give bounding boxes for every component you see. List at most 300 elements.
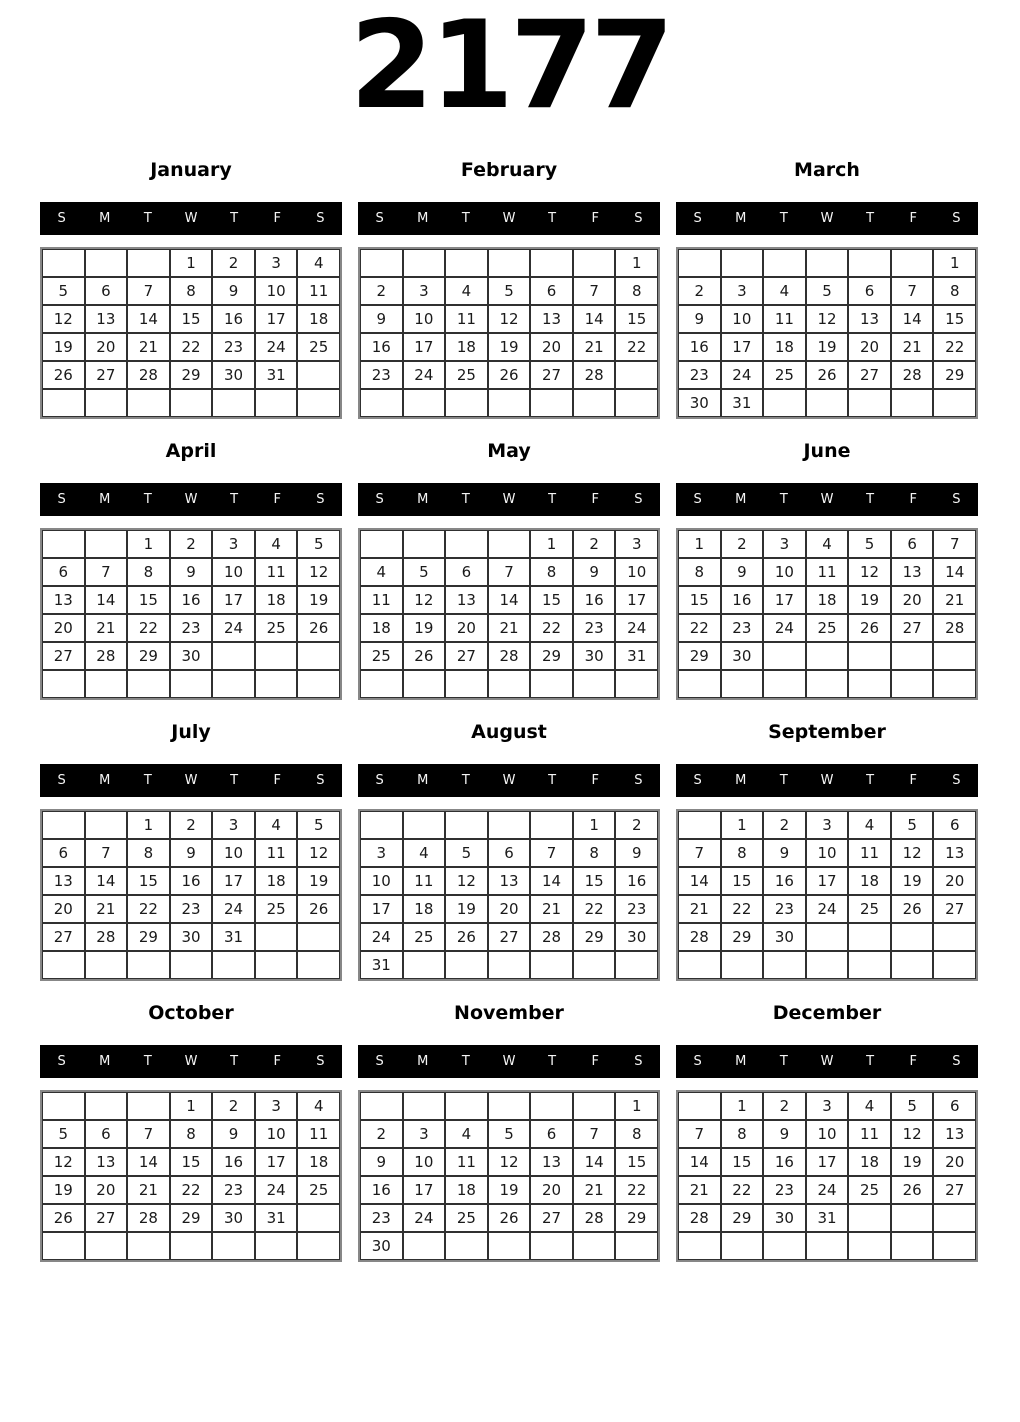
- weekday-label: T: [461, 1054, 470, 1069]
- weekday-label: M: [99, 211, 111, 226]
- day-cell-empty: [933, 642, 976, 670]
- weekday-label: T: [548, 773, 557, 788]
- day-cell: 19: [848, 586, 891, 614]
- day-cell: 5: [891, 811, 934, 839]
- day-cell-empty: [403, 389, 446, 417]
- day-cell-empty: [42, 1232, 85, 1260]
- month-title: April: [165, 440, 217, 462]
- weekday-label: W: [184, 773, 198, 788]
- day-cell-empty: [678, 951, 721, 979]
- day-cell: 17: [212, 586, 255, 614]
- day-cell: 21: [678, 1176, 721, 1204]
- day-cell-empty: [933, 670, 976, 698]
- weekday-label: S: [375, 1054, 384, 1069]
- day-cell: 23: [360, 1204, 403, 1232]
- day-cell: 5: [891, 1092, 934, 1120]
- day-cell-empty: [212, 642, 255, 670]
- day-cell: 12: [488, 1148, 531, 1176]
- day-cell-empty: [615, 670, 658, 698]
- day-cell-empty: [170, 1232, 213, 1260]
- day-cell-empty: [42, 249, 85, 277]
- day-cell: 4: [806, 530, 849, 558]
- day-cell: 5: [297, 530, 340, 558]
- day-cell: 11: [806, 558, 849, 586]
- weekday-label: S: [375, 211, 384, 226]
- day-cell: 7: [127, 1120, 170, 1148]
- day-cell: 23: [763, 1176, 806, 1204]
- day-cell: 13: [848, 305, 891, 333]
- day-cell: 18: [848, 1148, 891, 1176]
- day-cell: 30: [763, 1204, 806, 1232]
- day-cell: 8: [721, 1120, 764, 1148]
- day-cell: 5: [488, 277, 531, 305]
- day-cell-empty: [933, 951, 976, 979]
- day-cell-empty: [848, 923, 891, 951]
- day-cell-empty: [403, 1092, 446, 1120]
- day-cell: 17: [806, 867, 849, 895]
- weekday-label: S: [57, 1054, 66, 1069]
- day-cell-empty: [488, 249, 531, 277]
- day-cell: 26: [297, 614, 340, 642]
- day-cell: 8: [933, 277, 976, 305]
- day-cell-empty: [530, 1232, 573, 1260]
- day-cell: 31: [255, 1204, 298, 1232]
- day-cell-empty: [170, 389, 213, 417]
- day-cell: 30: [212, 361, 255, 389]
- day-cell: 18: [848, 867, 891, 895]
- day-cell: 2: [212, 1092, 255, 1120]
- weekday-label: S: [316, 1054, 325, 1069]
- weekday-label: S: [375, 773, 384, 788]
- day-cell-empty: [212, 1232, 255, 1260]
- day-cell: 23: [678, 361, 721, 389]
- day-cell: 7: [85, 839, 128, 867]
- day-cell: 14: [573, 305, 616, 333]
- day-cell: 8: [573, 839, 616, 867]
- day-cell: 19: [403, 614, 446, 642]
- day-cell-empty: [678, 811, 721, 839]
- month-september: [676, 720, 978, 981]
- day-cell: 1: [615, 1092, 658, 1120]
- day-cell-empty: [573, 389, 616, 417]
- day-cell: 15: [615, 305, 658, 333]
- day-cell-empty: [530, 670, 573, 698]
- month-title: February: [460, 159, 558, 181]
- day-cell: 13: [85, 305, 128, 333]
- day-cell-empty: [488, 530, 531, 558]
- day-cell: 9: [212, 277, 255, 305]
- day-cell-empty: [763, 1232, 806, 1260]
- day-cell: 4: [255, 530, 298, 558]
- day-cell: 10: [212, 839, 255, 867]
- day-cell: 24: [255, 1176, 298, 1204]
- weekday-label: T: [866, 773, 875, 788]
- day-cell: 21: [488, 614, 531, 642]
- weekday-label: F: [591, 1054, 600, 1069]
- months-grid: [40, 158, 980, 1262]
- day-cell: 30: [721, 642, 764, 670]
- day-cell: 25: [360, 642, 403, 670]
- day-cell: 12: [848, 558, 891, 586]
- day-cell: 8: [615, 277, 658, 305]
- day-cell: 3: [806, 811, 849, 839]
- day-cell-empty: [933, 1232, 976, 1260]
- month-february: [358, 158, 660, 419]
- weekday-label: T: [779, 1054, 788, 1069]
- day-cell: 3: [212, 811, 255, 839]
- day-cell: 14: [127, 1148, 170, 1176]
- day-cell-empty: [891, 1204, 934, 1232]
- day-cell: 30: [573, 642, 616, 670]
- weekday-label: W: [820, 492, 834, 507]
- day-cell-empty: [721, 249, 764, 277]
- day-cell: 1: [721, 811, 764, 839]
- weekday-label: T: [779, 211, 788, 226]
- day-cell: 3: [403, 1120, 446, 1148]
- day-cell-empty: [488, 389, 531, 417]
- day-cell: 22: [530, 614, 573, 642]
- day-cell: 23: [615, 895, 658, 923]
- day-cell: 2: [360, 277, 403, 305]
- weekday-label: F: [591, 211, 600, 226]
- day-cell-empty: [573, 670, 616, 698]
- day-cell-empty: [573, 1092, 616, 1120]
- day-cell: 6: [488, 839, 531, 867]
- day-cell: 10: [403, 305, 446, 333]
- day-cell: 20: [488, 895, 531, 923]
- day-cell: 9: [678, 305, 721, 333]
- day-cell-empty: [891, 249, 934, 277]
- day-cell: 27: [445, 642, 488, 670]
- weekday-label: F: [273, 1054, 282, 1069]
- day-cell: 17: [403, 333, 446, 361]
- day-cell: 16: [615, 867, 658, 895]
- day-cell-empty: [530, 951, 573, 979]
- day-cell: 16: [170, 586, 213, 614]
- day-cell: 21: [891, 333, 934, 361]
- weekday-label: T: [230, 492, 239, 507]
- month-day-grid: [358, 528, 660, 700]
- day-cell: 28: [573, 361, 616, 389]
- day-cell: 25: [255, 895, 298, 923]
- day-cell: 23: [212, 333, 255, 361]
- day-cell: 11: [255, 839, 298, 867]
- day-cell: 24: [360, 923, 403, 951]
- day-cell: 15: [170, 305, 213, 333]
- day-cell: 29: [721, 1204, 764, 1232]
- day-cell-empty: [360, 530, 403, 558]
- weekday-header-row: [676, 764, 978, 797]
- weekday-label: S: [693, 773, 702, 788]
- weekday-label: M: [99, 492, 111, 507]
- day-cell: 4: [848, 811, 891, 839]
- day-cell: 14: [678, 1148, 721, 1176]
- day-cell: 7: [933, 530, 976, 558]
- day-cell: 23: [763, 895, 806, 923]
- weekday-label: S: [952, 492, 961, 507]
- day-cell: 7: [488, 558, 531, 586]
- weekday-label: T: [548, 211, 557, 226]
- day-cell: 26: [891, 895, 934, 923]
- day-cell-empty: [891, 642, 934, 670]
- day-cell: 8: [721, 839, 764, 867]
- day-cell: 11: [403, 867, 446, 895]
- month-march: [676, 158, 978, 419]
- weekday-label: S: [634, 773, 643, 788]
- day-cell: 19: [297, 867, 340, 895]
- day-cell-empty: [806, 670, 849, 698]
- weekday-label: M: [735, 492, 747, 507]
- weekday-label: S: [57, 773, 66, 788]
- day-cell-empty: [848, 249, 891, 277]
- day-cell-empty: [806, 1232, 849, 1260]
- day-cell: 20: [933, 1148, 976, 1176]
- day-cell: 30: [170, 923, 213, 951]
- day-cell-empty: [721, 951, 764, 979]
- day-cell: 18: [445, 333, 488, 361]
- weekday-label: T: [461, 773, 470, 788]
- day-cell-empty: [127, 1092, 170, 1120]
- day-cell: 31: [360, 951, 403, 979]
- day-cell: 7: [678, 839, 721, 867]
- day-cell: 30: [170, 642, 213, 670]
- day-cell: 30: [763, 923, 806, 951]
- day-cell: 29: [933, 361, 976, 389]
- day-cell: 29: [127, 923, 170, 951]
- weekday-header-row: [40, 202, 342, 235]
- day-cell: 27: [85, 361, 128, 389]
- weekday-label: M: [417, 773, 429, 788]
- day-cell-empty: [297, 923, 340, 951]
- day-cell-empty: [573, 1232, 616, 1260]
- day-cell-empty: [360, 389, 403, 417]
- day-cell-empty: [848, 670, 891, 698]
- day-cell: 30: [678, 389, 721, 417]
- day-cell: 9: [763, 839, 806, 867]
- day-cell-empty: [297, 389, 340, 417]
- day-cell: 14: [573, 1148, 616, 1176]
- day-cell-empty: [403, 530, 446, 558]
- day-cell: 9: [573, 558, 616, 586]
- weekday-label: T: [548, 492, 557, 507]
- weekday-label: F: [273, 773, 282, 788]
- day-cell: 4: [297, 249, 340, 277]
- day-cell-empty: [678, 1232, 721, 1260]
- day-cell-empty: [403, 1232, 446, 1260]
- day-cell: 28: [573, 1204, 616, 1232]
- day-cell: 26: [42, 1204, 85, 1232]
- day-cell: 31: [212, 923, 255, 951]
- weekday-label: F: [909, 1054, 918, 1069]
- day-cell: 28: [488, 642, 531, 670]
- day-cell: 22: [615, 1176, 658, 1204]
- day-cell: 3: [212, 530, 255, 558]
- day-cell: 8: [530, 558, 573, 586]
- day-cell: 19: [806, 333, 849, 361]
- day-cell: 12: [806, 305, 849, 333]
- weekday-label: S: [952, 1054, 961, 1069]
- day-cell: 16: [721, 586, 764, 614]
- weekday-label: F: [909, 492, 918, 507]
- weekday-label: M: [417, 211, 429, 226]
- day-cell: 28: [85, 923, 128, 951]
- day-cell: 19: [891, 1148, 934, 1176]
- day-cell: 30: [615, 923, 658, 951]
- day-cell: 15: [615, 1148, 658, 1176]
- day-cell: 4: [848, 1092, 891, 1120]
- day-cell-empty: [848, 1204, 891, 1232]
- day-cell: 18: [763, 333, 806, 361]
- day-cell-empty: [445, 530, 488, 558]
- day-cell: 15: [127, 586, 170, 614]
- day-cell: 20: [42, 895, 85, 923]
- weekday-header-row: [358, 1045, 660, 1078]
- day-cell-empty: [530, 389, 573, 417]
- day-cell: 10: [806, 839, 849, 867]
- day-cell: 29: [615, 1204, 658, 1232]
- month-title: June: [803, 440, 851, 462]
- day-cell: 3: [255, 249, 298, 277]
- day-cell-empty: [85, 951, 128, 979]
- day-cell: 1: [170, 1092, 213, 1120]
- weekday-label: F: [909, 211, 918, 226]
- day-cell: 26: [297, 895, 340, 923]
- day-cell: 14: [85, 867, 128, 895]
- day-cell-empty: [445, 1092, 488, 1120]
- day-cell-empty: [763, 389, 806, 417]
- day-cell: 27: [933, 1176, 976, 1204]
- day-cell-empty: [42, 1092, 85, 1120]
- day-cell: 14: [891, 305, 934, 333]
- day-cell: 20: [530, 1176, 573, 1204]
- weekday-label: M: [735, 211, 747, 226]
- day-cell: 23: [170, 895, 213, 923]
- day-cell: 2: [763, 1092, 806, 1120]
- day-cell: 20: [933, 867, 976, 895]
- day-cell-empty: [85, 530, 128, 558]
- month-july: [40, 720, 342, 981]
- day-cell: 22: [127, 614, 170, 642]
- day-cell: 15: [573, 867, 616, 895]
- day-cell-empty: [360, 249, 403, 277]
- day-cell: 6: [42, 558, 85, 586]
- day-cell: 24: [255, 333, 298, 361]
- day-cell-empty: [85, 670, 128, 698]
- weekday-label: W: [820, 211, 834, 226]
- weekday-label: T: [866, 1054, 875, 1069]
- day-cell: 26: [42, 361, 85, 389]
- day-cell-empty: [85, 1092, 128, 1120]
- day-cell-empty: [678, 670, 721, 698]
- month-day-grid: [40, 809, 342, 981]
- day-cell: 28: [127, 361, 170, 389]
- day-cell-empty: [127, 249, 170, 277]
- day-cell-empty: [488, 951, 531, 979]
- weekday-label: F: [591, 492, 600, 507]
- day-cell: 7: [891, 277, 934, 305]
- day-cell-empty: [615, 389, 658, 417]
- day-cell-empty: [403, 951, 446, 979]
- day-cell: 27: [530, 361, 573, 389]
- day-cell: 3: [763, 530, 806, 558]
- day-cell: 22: [678, 614, 721, 642]
- day-cell-empty: [255, 951, 298, 979]
- day-cell-empty: [488, 1232, 531, 1260]
- day-cell-empty: [170, 951, 213, 979]
- day-cell-empty: [806, 389, 849, 417]
- day-cell-empty: [848, 951, 891, 979]
- day-cell: 20: [85, 333, 128, 361]
- day-cell: 29: [170, 361, 213, 389]
- day-cell: 26: [445, 923, 488, 951]
- day-cell: 11: [445, 305, 488, 333]
- day-cell: 17: [255, 1148, 298, 1176]
- day-cell: 2: [721, 530, 764, 558]
- weekday-label: S: [634, 492, 643, 507]
- weekday-label: W: [184, 492, 198, 507]
- month-may: [358, 439, 660, 700]
- day-cell: 10: [360, 867, 403, 895]
- day-cell: 1: [170, 249, 213, 277]
- day-cell-empty: [170, 670, 213, 698]
- month-day-grid: [676, 1090, 978, 1262]
- day-cell: 25: [848, 895, 891, 923]
- day-cell: 10: [255, 277, 298, 305]
- day-cell-empty: [933, 389, 976, 417]
- day-cell: 4: [403, 839, 446, 867]
- day-cell: 11: [848, 839, 891, 867]
- day-cell: 9: [360, 305, 403, 333]
- day-cell: 9: [170, 839, 213, 867]
- day-cell-empty: [403, 811, 446, 839]
- day-cell: 19: [42, 1176, 85, 1204]
- day-cell: 3: [360, 839, 403, 867]
- day-cell-empty: [127, 951, 170, 979]
- day-cell: 19: [42, 333, 85, 361]
- day-cell: 20: [445, 614, 488, 642]
- day-cell: 6: [891, 530, 934, 558]
- day-cell: 29: [170, 1204, 213, 1232]
- day-cell: 2: [615, 811, 658, 839]
- day-cell: 10: [763, 558, 806, 586]
- day-cell: 6: [42, 839, 85, 867]
- day-cell: 9: [615, 839, 658, 867]
- weekday-label: F: [591, 773, 600, 788]
- day-cell: 7: [573, 1120, 616, 1148]
- day-cell: 17: [615, 586, 658, 614]
- day-cell: 8: [678, 558, 721, 586]
- day-cell: 21: [127, 1176, 170, 1204]
- day-cell-empty: [445, 811, 488, 839]
- day-cell: 5: [42, 277, 85, 305]
- day-cell: 25: [255, 614, 298, 642]
- day-cell: 30: [212, 1204, 255, 1232]
- weekday-label: S: [634, 211, 643, 226]
- day-cell: 2: [678, 277, 721, 305]
- weekday-label: S: [693, 211, 702, 226]
- day-cell: 5: [42, 1120, 85, 1148]
- day-cell: 18: [255, 586, 298, 614]
- month-title: July: [171, 721, 211, 743]
- day-cell: 27: [848, 361, 891, 389]
- day-cell-empty: [806, 951, 849, 979]
- day-cell-empty: [85, 811, 128, 839]
- weekday-label: S: [57, 211, 66, 226]
- weekday-label: M: [417, 492, 429, 507]
- day-cell: 14: [488, 586, 531, 614]
- day-cell: 13: [42, 586, 85, 614]
- day-cell: 4: [360, 558, 403, 586]
